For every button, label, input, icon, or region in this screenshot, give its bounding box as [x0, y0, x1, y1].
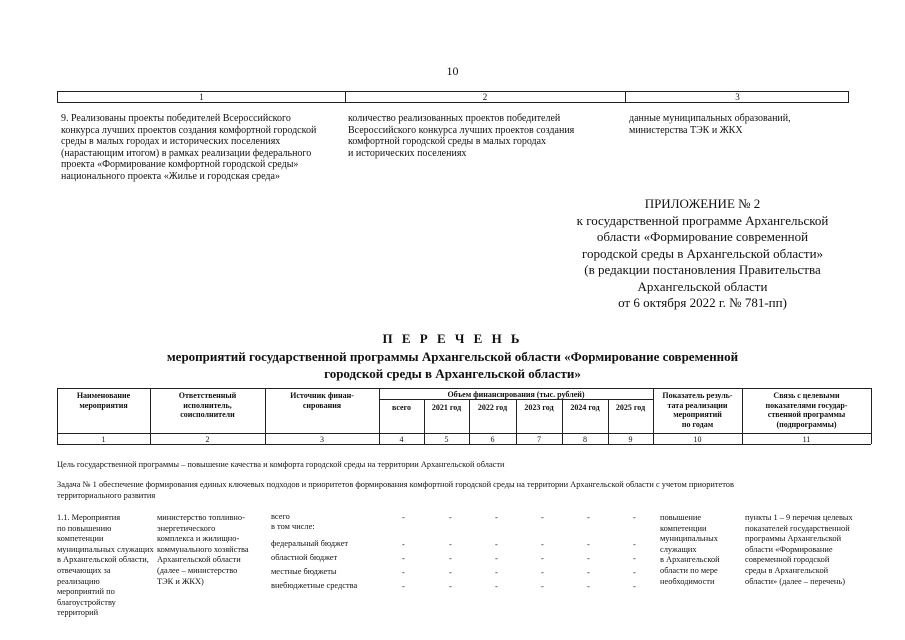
funding-cell: - [402, 554, 405, 563]
header-funding-source: Источник финан- сирования [290, 391, 354, 410]
col-num-2: 2 [205, 435, 210, 444]
header-indicator: Показатель резуль- тата реализации мероприятий по годам [662, 391, 733, 429]
column-number-3: 3 [735, 92, 740, 102]
funding-cell: - [495, 554, 498, 563]
col-num-7: 7 [537, 435, 541, 444]
header-activity-name: Наименование мероприятия [76, 391, 131, 410]
funding-cell: - [495, 540, 498, 549]
funding-cell: - [495, 568, 498, 577]
funding-cell: - [541, 540, 544, 549]
header-year-2025: 2025 год [615, 403, 646, 412]
funding-cell: - [633, 540, 636, 549]
funding-cell: - [633, 582, 636, 591]
header-year-2022: 2022 год [477, 403, 508, 412]
funding-cell: - [449, 554, 452, 563]
funding-cell: - [449, 513, 452, 522]
header-total: всего [391, 403, 412, 412]
funding-cell: - [541, 554, 544, 563]
col-num-8: 8 [583, 435, 587, 444]
row-1-1-target-link: пункты 1 – 9 перечня целевых показателей государственной программы Архангельской области «Формирование современной городской среды в Архангельской области» (далее – перечень) [745, 513, 853, 586]
column-number-1: 1 [199, 92, 204, 102]
col-num-9: 9 [628, 435, 633, 444]
document-heading: П Е Р Е Ч Е Н Ь [382, 331, 523, 346]
row9-indicator-name: 9. Реализованы проекты победителей Всероссийского конкурса лучших проектов создания комфортной городской среды в малых городах и исторических поселениях (нарастающим итогом) в рамках реализации федерального проекта «Формирование комфортной городской среды» национального проекта «Жилье и городская среда» [61, 113, 317, 182]
header-year-2024: 2024 год [570, 403, 600, 412]
col-num-5: 5 [444, 435, 449, 444]
funding-cell: - [587, 540, 590, 549]
main-table-header [57, 388, 871, 445]
col-num-10: 10 [693, 435, 702, 444]
funding-cell: - [587, 554, 590, 563]
header-year-2023: 2023 год [524, 403, 554, 412]
header-executor: Ответственный исполнитель, соисполнители [178, 391, 237, 419]
funding-cell: - [587, 568, 590, 577]
funding-cell: - [495, 582, 498, 591]
row-1-1-activity: 1.1. Мероприятия по повышению компетенции муниципальных служащих в Архангельской области, отвечающих за реализацию мероприятий по благоустройству территорий [57, 513, 154, 618]
header-target-link: Связь с целевыми показателями государ- ственной программы (подпрограммы) [765, 391, 848, 429]
funding-cell: - [633, 568, 636, 577]
funding-cell: - [449, 568, 452, 577]
page-number: 10 [446, 64, 459, 78]
continuation-table-header [57, 91, 849, 103]
program-goal: Цель государственной программы – повышение качества и комфорта городской среды на территории Архангельской области [57, 460, 505, 469]
funding-cell: - [541, 568, 544, 577]
col-num-4: 4 [399, 435, 404, 444]
funding-cell: - [587, 513, 590, 522]
funding-cell: - [449, 540, 452, 549]
funding-cell: - [541, 582, 544, 591]
header-funding-volume: Объем финансирования (тыс. рублей) [447, 390, 585, 399]
row9-unit: количество реализованных проектов победителей Всероссийского конкурса лучших проектов создания комфортной городской среды в малых городах и исторических поселениях [348, 113, 575, 159]
col-num-1: 1 [101, 435, 106, 444]
col-num-3: 3 [320, 435, 324, 444]
col-num-6: 6 [490, 435, 495, 444]
appendix-header: ПРИЛОЖЕНИЕ № 2 к государственной программе Архангельской области «Формирование современной городской среды в Архангельской области» (в редакции постановления Правительства Архангельской области от 6 октября 2022 г. № 781-пп) [576, 196, 829, 310]
row-1-1-executor: министерство топливно- энергетического комплекса и жилищно- коммунального хозяйства Архангельской области (далее – министерство ТЭК и ЖКХ) [157, 513, 249, 586]
funding-cell: - [402, 582, 405, 591]
program-task-1: Задача № 1 обеспечение формирования единых ключевых подходов и приоритетов формирования комфортной городской среды на территории Архангельской области с учетом приоритетов территориального развития [57, 480, 734, 500]
row9-source: данные муниципальных образований, министерства ТЭК и ЖКХ [629, 113, 791, 136]
funding-cell: - [402, 540, 405, 549]
funding-cell: - [587, 582, 590, 591]
col-num-11: 11 [802, 435, 811, 444]
row-1-1-indicator: повышение компетенции муниципальных служащих в Архангельской области по мере необходимости [660, 513, 720, 586]
document-title: мероприятий государственной программы Архангельской области «Формирование современной городской среды в Архангельской области» [166, 349, 739, 381]
funding-cell: - [633, 513, 636, 522]
funding-cell: - [402, 513, 405, 522]
funding-cell: - [402, 568, 405, 577]
header-year-2021: 2021 год [431, 403, 462, 412]
funding-cell: - [495, 513, 498, 522]
funding-cell: - [449, 582, 452, 591]
funding-cell: - [541, 513, 544, 522]
funding-cell: - [633, 554, 636, 563]
column-number-2: 2 [482, 92, 488, 102]
